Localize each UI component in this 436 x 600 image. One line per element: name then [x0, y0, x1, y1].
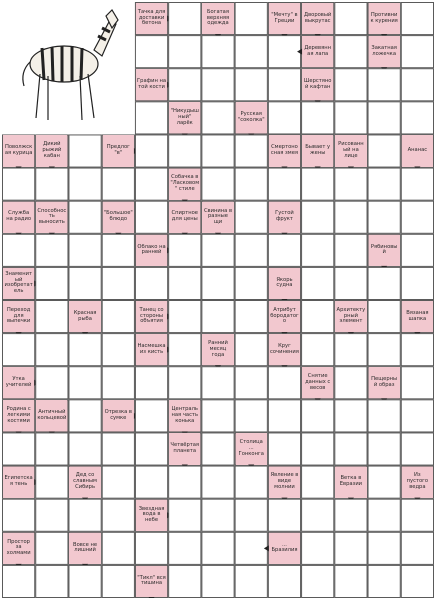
answer-cell[interactable]: [268, 168, 300, 200]
clue-text: Насмешка из кисть: [137, 342, 166, 355]
answer-cell[interactable]: [169, 499, 201, 531]
answer-cell[interactable]: [368, 267, 400, 299]
answer-cell[interactable]: [169, 367, 201, 399]
clue-text: Рябиновый: [370, 243, 398, 256]
answer-cell[interactable]: [368, 433, 400, 465]
clue-text: Звездная вода в небе: [138, 505, 165, 524]
clue-text-box: [269, 334, 300, 365]
clue-text-box: [302, 3, 333, 34]
answer-cell[interactable]: [302, 532, 334, 564]
answer-cell[interactable]: [69, 168, 101, 200]
answer-cell[interactable]: [235, 367, 267, 399]
answer-cell[interactable]: [102, 334, 134, 366]
answer-cell[interactable]: [202, 499, 234, 531]
answer-cell[interactable]: [69, 367, 101, 399]
clue-text-box: [369, 36, 400, 67]
answer-cell[interactable]: [102, 301, 134, 333]
answer-cell[interactable]: [202, 102, 234, 134]
clue-text-box: [36, 202, 67, 233]
answer-cell[interactable]: [335, 334, 367, 366]
clue-text: Предлог "в": [106, 144, 130, 156]
answer-cell[interactable]: [302, 499, 334, 531]
answer-cell[interactable]: [235, 532, 267, 564]
clue-text-box: [302, 367, 333, 398]
answer-cell[interactable]: [135, 102, 167, 134]
clue-text-box: [269, 135, 300, 166]
answer-cell[interactable]: [235, 36, 267, 68]
clue-text-box: [103, 135, 134, 166]
answer-cell[interactable]: [3, 499, 35, 531]
clue-text-box: [3, 268, 34, 299]
clue-text-box: [136, 334, 167, 365]
clue-text: Дед со славным Сибирь: [73, 472, 97, 490]
clue-text-box: [3, 202, 34, 233]
answer-cell[interactable]: [69, 433, 101, 465]
clue-text-box: [136, 69, 167, 100]
clue-text: Утка учителей: [5, 375, 32, 388]
answer-cell[interactable]: [401, 334, 433, 366]
answer-cell[interactable]: [202, 69, 234, 101]
clue-text: Ранний месяц года: [208, 339, 228, 358]
clue-text: Красная рыба: [73, 309, 97, 322]
clue-text: "Мечту" в Греции: [271, 11, 298, 24]
clue-text-box: [335, 301, 366, 332]
answer-cell[interactable]: [302, 334, 334, 366]
clue-text-box: [202, 334, 233, 365]
answer-cell[interactable]: [335, 201, 367, 233]
answer-cell[interactable]: [36, 532, 68, 564]
answer-cell[interactable]: [368, 565, 400, 597]
clue-text: Собачка в "Ласковом" стиле: [170, 174, 200, 192]
clue-text: Круг сочинения: [269, 342, 299, 355]
answer-cell[interactable]: [302, 102, 334, 134]
clue-text: Облако на ранней: [137, 243, 166, 256]
answer-cell[interactable]: [36, 565, 68, 597]
answer-cell[interactable]: [69, 565, 101, 597]
answer-cell[interactable]: [169, 3, 201, 35]
answer-cell[interactable]: [302, 400, 334, 432]
answer-cell[interactable]: [235, 168, 267, 200]
clue-text-box: [69, 467, 100, 498]
answer-cell[interactable]: [335, 532, 367, 564]
answer-cell[interactable]: [135, 433, 167, 465]
clue-text: Якорь судна: [276, 276, 293, 289]
answer-cell[interactable]: [102, 532, 134, 564]
answer-cell[interactable]: [335, 3, 367, 35]
clue-text-box: [402, 301, 433, 332]
answer-cell[interactable]: [36, 301, 68, 333]
answer-cell[interactable]: [401, 433, 433, 465]
clue-text-box: [36, 135, 67, 166]
clue-text: Атрибут бородатого: [270, 306, 299, 325]
answer-cell[interactable]: [202, 565, 234, 597]
clue-text-box: [269, 533, 300, 564]
clue-text: Снятие данных с весов: [305, 373, 331, 391]
clue-text-box: [103, 202, 134, 233]
answer-cell[interactable]: [69, 400, 101, 432]
clue-text-box: [169, 433, 200, 464]
answer-cell[interactable]: [235, 565, 267, 597]
answer-cell[interactable]: [169, 565, 201, 597]
clue-text: Бывает у жены: [305, 144, 331, 156]
clue-text-box: [335, 135, 366, 166]
answer-cell[interactable]: [135, 532, 167, 564]
answer-cell[interactable]: [368, 334, 400, 366]
answer-cell[interactable]: [202, 532, 234, 564]
clue-text: Столица ... Гонконга: [238, 439, 264, 457]
answer-cell[interactable]: [69, 234, 101, 266]
clue-text-box: [169, 400, 200, 431]
clue-text: Дворовый выкрутас: [304, 11, 332, 24]
clue-text: Переход для выпечки: [6, 306, 31, 325]
clue-text: Служба на радио: [6, 210, 32, 223]
answer-cell[interactable]: [102, 565, 134, 597]
clue-text: Дикий рыжий кабан: [42, 141, 62, 159]
answer-cell[interactable]: [135, 36, 167, 68]
answer-cell[interactable]: [135, 466, 167, 498]
clue-text-box: [3, 467, 34, 498]
answer-cell[interactable]: [335, 367, 367, 399]
clue-text-box: [369, 367, 400, 398]
clue-text: Рисованный на лице: [338, 141, 364, 159]
clue-text: Богатая верхняя одежда: [206, 8, 230, 27]
clue-text-box: [335, 467, 366, 498]
answer-cell[interactable]: [36, 433, 68, 465]
answer-cell[interactable]: [69, 135, 101, 167]
answer-cell[interactable]: [235, 499, 267, 531]
clue-text-box: [136, 3, 167, 34]
clue-text: Вовсе не лишний: [73, 541, 98, 554]
answer-cell[interactable]: [401, 532, 433, 564]
answer-cell[interactable]: [368, 301, 400, 333]
clue-text-box: [236, 102, 267, 133]
answer-cell[interactable]: [235, 301, 267, 333]
clue-text-box: [136, 301, 167, 332]
answer-cell[interactable]: [36, 367, 68, 399]
answer-cell[interactable]: [69, 334, 101, 366]
answer-cell[interactable]: [268, 367, 300, 399]
clue-text-box: [402, 467, 433, 498]
clue-text-box: [269, 3, 300, 34]
answer-cell[interactable]: [335, 168, 367, 200]
answer-cell[interactable]: [102, 499, 134, 531]
answer-cell[interactable]: [169, 135, 201, 167]
answer-cell[interactable]: [235, 135, 267, 167]
clue-text-box: [302, 36, 333, 67]
clue-text-box: [69, 301, 100, 332]
clue-text: Родина с легкими костями: [6, 406, 31, 424]
answer-cell[interactable]: [302, 565, 334, 597]
clue-text: Античный кольцевой: [37, 409, 67, 421]
answer-cell[interactable]: [368, 466, 400, 498]
clue-text: Русская "соколка": [237, 111, 265, 123]
answer-cell[interactable]: [235, 3, 267, 35]
answer-cell[interactable]: [36, 168, 68, 200]
answer-cell[interactable]: [335, 400, 367, 432]
clue-text-box: [69, 533, 100, 564]
answer-cell[interactable]: [401, 3, 433, 35]
clue-text: Тачка для доставки бетона: [137, 8, 166, 27]
answer-cell[interactable]: [169, 69, 201, 101]
clue-text-box: [3, 367, 34, 398]
clue-text-box: [3, 301, 34, 332]
clue-text: Свинина в разные щи: [203, 207, 233, 226]
answer-cell[interactable]: [368, 532, 400, 564]
clue-text: Отрезка в сумке: [104, 409, 132, 421]
clue-text: Смертоносная змея: [270, 144, 299, 156]
answer-cell[interactable]: [135, 367, 167, 399]
answer-cell[interactable]: [335, 69, 367, 101]
clue-text-box: [369, 235, 400, 266]
clue-text-box: [369, 3, 400, 34]
answer-cell[interactable]: [335, 499, 367, 531]
clue-text: Спиртное для цены: [171, 210, 198, 223]
answer-cell[interactable]: [102, 168, 134, 200]
answer-cell[interactable]: [135, 135, 167, 167]
answer-cell[interactable]: [401, 201, 433, 233]
answer-cell[interactable]: [302, 301, 334, 333]
answer-cell[interactable]: [36, 499, 68, 531]
answer-cell[interactable]: [169, 301, 201, 333]
answer-cell[interactable]: [135, 267, 167, 299]
answer-cell[interactable]: [368, 135, 400, 167]
answer-cell[interactable]: [268, 433, 300, 465]
answer-cell[interactable]: [268, 499, 300, 531]
answer-cell[interactable]: [302, 433, 334, 465]
clue-text: Простор за холмами: [6, 538, 31, 557]
clue-text-box: [169, 202, 200, 233]
answer-cell[interactable]: [3, 168, 35, 200]
answer-cell[interactable]: [302, 168, 334, 200]
clue-text-box: [3, 533, 34, 564]
answer-cell[interactable]: [368, 69, 400, 101]
answer-cell[interactable]: [36, 466, 68, 498]
answer-cell[interactable]: [401, 168, 433, 200]
answer-cell[interactable]: [401, 102, 433, 134]
answer-cell[interactable]: [268, 565, 300, 597]
answer-cell[interactable]: [169, 267, 201, 299]
answer-cell[interactable]: [169, 532, 201, 564]
clue-text: "Большое" блюдо: [103, 210, 133, 223]
answer-cell[interactable]: [202, 466, 234, 498]
answer-cell[interactable]: [169, 334, 201, 366]
answer-cell[interactable]: [368, 168, 400, 200]
clue-text-box: [3, 135, 34, 166]
answer-cell[interactable]: [202, 36, 234, 68]
answer-cell[interactable]: [401, 499, 433, 531]
answer-cell[interactable]: [302, 466, 334, 498]
answer-cell[interactable]: [235, 466, 267, 498]
answer-cell[interactable]: [401, 234, 433, 266]
clue-text: Закатная ложечка: [371, 44, 397, 57]
clue-text: Графин на той кости: [137, 77, 167, 90]
answer-cell[interactable]: [235, 334, 267, 366]
clue-text: "Никудышный" ларёк: [170, 108, 199, 126]
clue-text-box: [136, 566, 167, 597]
answer-cell[interactable]: [202, 267, 234, 299]
answer-cell[interactable]: [3, 565, 35, 597]
clue-text: Способность выносить: [37, 207, 67, 226]
answer-cell[interactable]: [401, 69, 433, 101]
clue-text: Центральная часть конька: [171, 406, 198, 424]
clue-text: Ветка в Евразии: [339, 475, 363, 488]
answer-cell[interactable]: [368, 400, 400, 432]
answer-cell[interactable]: [401, 267, 433, 299]
answer-cell[interactable]: [401, 565, 433, 597]
clue-text: Пещерный образ: [371, 375, 398, 388]
clue-text: Деревянная лапа: [304, 44, 332, 57]
clue-text: Ананас: [407, 147, 428, 154]
clue-text: Шерстяной кафтан: [303, 77, 332, 90]
answer-cell[interactable]: [169, 234, 201, 266]
clue-text: Противник курения: [370, 11, 398, 24]
answer-cell[interactable]: [102, 367, 134, 399]
answer-cell[interactable]: [235, 267, 267, 299]
answer-cell[interactable]: [268, 102, 300, 134]
clue-text-box: [402, 135, 433, 166]
answer-cell[interactable]: [335, 565, 367, 597]
answer-cell[interactable]: [335, 267, 367, 299]
answer-cell[interactable]: [235, 201, 267, 233]
answer-cell[interactable]: [102, 433, 134, 465]
answer-cell[interactable]: [235, 234, 267, 266]
crossword-grid: [2, 2, 434, 598]
answer-cell[interactable]: [3, 234, 35, 266]
answer-cell[interactable]: [401, 36, 433, 68]
answer-cell[interactable]: [36, 267, 68, 299]
answer-cell[interactable]: [335, 234, 367, 266]
answer-cell[interactable]: [302, 201, 334, 233]
answer-cell[interactable]: [69, 499, 101, 531]
clue-text-box: [202, 3, 233, 34]
answer-cell[interactable]: [401, 400, 433, 432]
arrow-down-icon: [149, 597, 155, 598]
clue-text: Знаменитый изобретатель: [4, 270, 33, 295]
answer-cell[interactable]: [202, 367, 234, 399]
clue-text: Египетская тень: [4, 475, 33, 488]
clue-text: Четвёртая планета: [170, 442, 200, 454]
answer-cell[interactable]: [135, 400, 167, 432]
clue-text: Танец со стороны объятия: [139, 306, 164, 325]
answer-cell[interactable]: [169, 466, 201, 498]
answer-cell[interactable]: [302, 267, 334, 299]
answer-cell[interactable]: [235, 69, 267, 101]
clue-text: "Тикл" вся тишина: [137, 574, 166, 587]
answer-cell[interactable]: [268, 234, 300, 266]
answer-cell[interactable]: [169, 36, 201, 68]
answer-cell[interactable]: [335, 433, 367, 465]
answer-cell[interactable]: [69, 267, 101, 299]
answer-cell[interactable]: [3, 334, 35, 366]
answer-cell[interactable]: [335, 36, 367, 68]
answer-cell[interactable]: [36, 334, 68, 366]
answer-cell[interactable]: [3, 433, 35, 465]
answer-cell[interactable]: [102, 466, 134, 498]
answer-cell[interactable]: [202, 234, 234, 266]
answer-cell[interactable]: [102, 267, 134, 299]
answer-cell[interactable]: [102, 234, 134, 266]
clue-text: Архитектурный элемент: [336, 306, 366, 325]
clue-text-box: [236, 433, 267, 464]
answer-cell[interactable]: [202, 135, 234, 167]
answer-cell[interactable]: [302, 234, 334, 266]
answer-cell[interactable]: [235, 400, 267, 432]
clue-text-box: [269, 268, 300, 299]
answer-cell[interactable]: [268, 400, 300, 432]
answer-cell[interactable]: [368, 102, 400, 134]
clue-text-box: [36, 400, 67, 431]
clue-text-box: [136, 500, 167, 531]
answer-cell[interactable]: [69, 201, 101, 233]
answer-cell[interactable]: [401, 367, 433, 399]
clue-text-box: [302, 69, 333, 100]
answer-cell[interactable]: [368, 499, 400, 531]
answer-cell[interactable]: [135, 168, 167, 200]
answer-cell[interactable]: [268, 36, 300, 68]
clue-text-box: [302, 135, 333, 166]
answer-cell[interactable]: [202, 168, 234, 200]
clue-text-box: [269, 301, 300, 332]
clue-text-box: [269, 202, 300, 233]
clue-text-box: [103, 400, 134, 431]
clue-text: Из пустого ведра: [406, 472, 429, 490]
clue-text: Густой фрукт: [275, 210, 294, 223]
clue-text: Поволжская курица: [4, 144, 33, 156]
clue-text: ... Бразилия: [271, 541, 298, 554]
clue-text-box: [169, 169, 200, 200]
clue-text-box: [169, 102, 200, 133]
answer-cell[interactable]: [202, 301, 234, 333]
answer-cell[interactable]: [335, 102, 367, 134]
clue-text-box: [136, 235, 167, 266]
clue-text-box: [269, 467, 300, 498]
clue-text: Явление в виде молнии: [270, 472, 299, 490]
answer-cell[interactable]: [202, 400, 234, 432]
answer-cell[interactable]: [202, 433, 234, 465]
clue-text: Вязаная шапка: [406, 309, 429, 322]
clue-text-box: [202, 202, 233, 233]
answer-cell[interactable]: [135, 201, 167, 233]
answer-cell[interactable]: [368, 201, 400, 233]
clue-text-box: [3, 400, 34, 431]
answer-cell[interactable]: [268, 69, 300, 101]
answer-cell[interactable]: [36, 234, 68, 266]
